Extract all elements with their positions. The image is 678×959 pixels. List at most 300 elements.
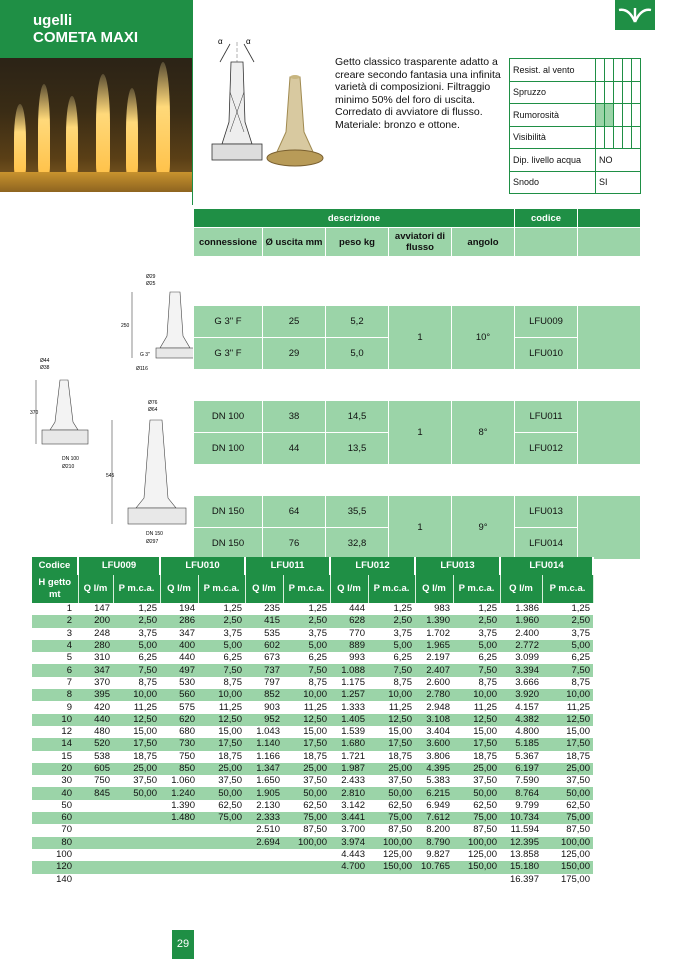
spec-code: LFU014 — [515, 528, 577, 559]
pressure-cell: 15,00 — [566, 726, 590, 738]
pressure-cell: 100,00 — [542, 837, 593, 849]
pressure-cell: 10,00 — [283, 689, 330, 701]
property-label: Spruzzo — [510, 81, 596, 104]
flow-cell: 420 — [94, 701, 110, 713]
description-text: Getto classico trasparente adatto a creare secondo fantasia una infinita varietà di composizioni. Filtraggio minimo 50% del foro di uscita. Corredato di avviatore di flusso. — [335, 56, 501, 119]
header-line1: ugelli — [33, 12, 73, 29]
pressure-cell: 5,00 — [368, 640, 415, 652]
flow-cell: 1.480 — [160, 812, 198, 824]
flow-cell: 7.612 — [415, 812, 453, 824]
flow-cell: 4.395 — [415, 763, 453, 775]
pressure-cell: 150,00 — [453, 861, 500, 873]
dim-d2-3: DN 100 — [62, 456, 79, 462]
flow-table — [32, 557, 594, 886]
pressure-cell: 37,50 — [473, 775, 497, 787]
table-row — [32, 837, 593, 849]
flow-cell: 1.043 — [256, 726, 280, 738]
spec-connection: DN 150 — [194, 496, 262, 527]
flow-cell: 530 — [179, 676, 195, 688]
pressure-cell: 7,50 — [542, 664, 593, 676]
flow-cell: 1.702 — [426, 627, 450, 639]
table-row — [32, 824, 593, 836]
section-header — [0, 0, 192, 58]
pressure-cell: 5,00 — [283, 640, 330, 652]
drawing-g3 — [132, 292, 193, 358]
col-q: Q l/m — [415, 575, 453, 603]
brand-logo — [615, 0, 655, 30]
property-value: SI — [596, 171, 641, 194]
pressure-cell: 2,50 — [113, 615, 160, 627]
pressure-cell — [113, 849, 160, 861]
flow-cell: 2.810 — [330, 787, 368, 799]
height-cell: 8 — [32, 689, 78, 701]
spec-connection: DN 150 — [194, 528, 262, 559]
height-cell: 9 — [66, 701, 72, 713]
spec-header-description: descrizione — [194, 209, 514, 227]
property-row — [510, 59, 641, 82]
pressure-cell: 7,50 — [368, 664, 415, 676]
pressure-cell: 87,50 — [473, 824, 497, 836]
flow-cell: 4.443 — [341, 849, 365, 861]
flow-cell — [78, 874, 113, 886]
pressure-cell: 17,50 — [198, 738, 245, 750]
flow-cell: 10.734 — [500, 812, 542, 824]
pressure-cell: 10,00 — [198, 689, 245, 701]
pressure-cell: 18,75 — [388, 750, 412, 762]
flow-cell: 6.197 — [500, 763, 542, 775]
flow-cell — [245, 874, 283, 886]
flow-cell: 286 — [160, 615, 198, 627]
flow-cell: 13.858 — [509, 849, 539, 861]
pressure-cell: 25,00 — [368, 763, 415, 775]
flow-cell: 4.700 — [330, 861, 368, 873]
flow-cell: 1.721 — [341, 750, 365, 762]
flow-cell: 347 — [179, 627, 195, 639]
properties-table — [509, 58, 641, 194]
table-row — [32, 726, 593, 738]
pressure-cell: 1,25 — [308, 603, 327, 615]
pressure-cell: 1,25 — [571, 603, 590, 615]
height-cell: 2 — [32, 615, 78, 627]
flow-cell — [78, 812, 113, 824]
flow-cell — [78, 824, 113, 836]
flow-cell: 680 — [179, 726, 195, 738]
rating-square-filled — [605, 104, 614, 127]
spec-connection: DN 100 — [194, 401, 262, 432]
flow-cell: 9.827 — [426, 849, 450, 861]
pressure-cell: 62,50 — [473, 799, 497, 811]
pressure-cell: 75,00 — [368, 812, 415, 824]
flow-cell: 1.140 — [245, 738, 283, 750]
spec-outlet: 44 — [263, 433, 325, 464]
pressure-cell: 2,50 — [198, 615, 245, 627]
flow-cell: 15.180 — [500, 861, 542, 873]
pressure-cell: 50,00 — [113, 787, 160, 799]
property-row — [510, 126, 641, 149]
spec-connection: DN 100 — [194, 433, 262, 464]
pressure-cell: 25,00 — [542, 763, 593, 775]
pressure-cell: 17,50 — [542, 738, 593, 750]
flow-cell: 560 — [160, 689, 198, 701]
property-label: Dip. livello acqua — [510, 149, 596, 172]
flow-cell: 797 — [264, 676, 280, 688]
height-cell: 7 — [66, 676, 72, 688]
flow-cell: 4.382 — [500, 714, 542, 726]
height-cell: 50 — [61, 799, 72, 811]
page-number: 29 — [172, 930, 194, 959]
flow-cell: 480 — [94, 726, 110, 738]
pressure-cell: 5,00 — [198, 640, 245, 652]
material-text: Materiale: bronzo e ottone. — [335, 118, 460, 131]
flow-cell: 2.407 — [415, 664, 453, 676]
flow-cell: 2.780 — [415, 689, 453, 701]
pressure-cell: 2,50 — [542, 615, 593, 627]
spec-header-code: codice — [515, 209, 577, 227]
flow-cell: 11.594 — [510, 824, 539, 836]
dim-d1-1: Ø25 — [146, 281, 156, 287]
flow-cell — [160, 861, 198, 873]
spec-weight: 32,8 — [326, 528, 388, 559]
property-label: Resist. al vento — [510, 59, 596, 82]
pressure-cell: 100,00 — [368, 837, 415, 849]
flow-cell: 2.694 — [245, 837, 283, 849]
spec-outlet: 76 — [263, 528, 325, 559]
flow-cell: 520 — [78, 738, 113, 750]
spec-code: LFU010 — [515, 338, 577, 369]
flow-cell: 538 — [94, 750, 110, 762]
pressure-cell: 62,50 — [566, 799, 590, 811]
pressure-cell: 125,00 — [467, 849, 497, 861]
pressure-cell — [113, 874, 160, 886]
dim-d1-3: G 3" — [140, 352, 150, 358]
pressure-cell: 1,25 — [478, 603, 497, 615]
spec-flow-starter: 1 — [389, 496, 451, 559]
flow-cell: 850 — [160, 763, 198, 775]
flow-cell — [245, 849, 283, 861]
flow-cell: 12.395 — [500, 837, 542, 849]
pressure-cell: 87,50 — [566, 824, 590, 836]
pressure-cell: 12,50 — [368, 714, 415, 726]
flow-cell — [78, 861, 113, 873]
spec-outlet: 25 — [263, 306, 325, 337]
flow-cell: 3.441 — [330, 812, 368, 824]
property-label: Visibilità — [510, 126, 596, 149]
col-weight: peso kg — [326, 228, 388, 256]
pressure-cell — [113, 812, 160, 824]
flow-cell: 1.060 — [171, 775, 195, 787]
height-cell: 4 — [32, 640, 78, 652]
flow-cell: 3.142 — [341, 799, 365, 811]
flow-cell: 628 — [330, 615, 368, 627]
flow-cell: 750 — [94, 775, 110, 787]
pressure-cell: 11,25 — [566, 701, 590, 713]
pressure-cell — [113, 824, 160, 836]
model-header: LFU012 — [330, 557, 415, 575]
pressure-cell: 11,25 — [473, 701, 497, 713]
col-p: P m.c.a. — [542, 575, 593, 603]
flow-cell: 1.960 — [500, 615, 542, 627]
pressure-cell: 6,25 — [138, 652, 157, 664]
flow-cell: 1.333 — [341, 701, 365, 713]
property-label: Snodo — [510, 171, 596, 194]
pressure-cell: 3,75 — [478, 627, 497, 639]
model-header: LFU009 — [78, 557, 160, 575]
table-row — [32, 628, 593, 640]
height-cell: 40 — [32, 787, 78, 799]
pressure-cell: 75,00 — [198, 812, 245, 824]
flow-cell: 2.197 — [426, 652, 450, 664]
flow-cell: 3.700 — [341, 824, 365, 836]
height-cell: 14 — [32, 738, 78, 750]
flow-cell: 1.650 — [256, 775, 280, 787]
alpha-label-right: α — [246, 37, 251, 46]
pressure-cell — [113, 837, 160, 849]
pressure-cell: 15,00 — [218, 726, 242, 738]
table-row — [32, 664, 593, 676]
pressure-cell — [283, 861, 330, 873]
flow-cell: 194 — [179, 603, 195, 615]
flow-cell: 983 — [434, 603, 450, 615]
pressure-cell: 12,50 — [113, 714, 160, 726]
pressure-cell — [453, 874, 500, 886]
pressure-cell: 3,75 — [393, 627, 412, 639]
pressure-cell — [368, 874, 415, 886]
col-q: Q l/m — [330, 575, 368, 603]
spec-weight: 14,5 — [326, 401, 388, 432]
pressure-cell: 75,00 — [453, 812, 500, 824]
flow-cell: 370 — [94, 676, 110, 688]
col-q: Q l/m — [78, 575, 113, 603]
table-row — [32, 751, 593, 763]
dim-d1-4: Ø116 — [136, 366, 148, 372]
pressure-cell: 87,50 — [303, 824, 327, 836]
pressure-cell: 25,00 — [453, 763, 500, 775]
flow-cell: 3.394 — [500, 664, 542, 676]
flow-cell: 1.987 — [330, 763, 368, 775]
pressure-cell: 10,00 — [453, 689, 500, 701]
pressure-cell: 6,25 — [393, 652, 412, 664]
nozzle-photo-render — [267, 75, 323, 166]
flow-cell: 3.099 — [515, 652, 539, 664]
flow-cell: 1.965 — [415, 640, 453, 652]
height-cell: 100 — [56, 849, 72, 861]
flow-cell: 3.806 — [426, 750, 450, 762]
property-label: Rumorosità — [510, 104, 596, 127]
pressure-cell: 17,50 — [113, 738, 160, 750]
flow-cell — [160, 849, 198, 861]
flow-cell: 147 — [94, 603, 110, 615]
pressure-cell: 2,50 — [283, 615, 330, 627]
flow-cell: 1.390 — [415, 615, 453, 627]
height-cell: 140 — [56, 873, 72, 885]
pressure-cell: 18,75 — [303, 750, 327, 762]
flow-cell: 2.510 — [256, 824, 280, 836]
flow-cell: 6.949 — [426, 799, 450, 811]
pressure-cell: 75,00 — [542, 812, 593, 824]
flow-cell: 440 — [179, 652, 195, 664]
height-cell: 20 — [32, 763, 78, 775]
drawing-dn100 — [36, 380, 88, 444]
dim-d1-0: Ø29 — [146, 274, 156, 280]
table-row — [32, 738, 593, 750]
flow-cell: 3.600 — [415, 738, 453, 750]
pressure-cell: 100,00 — [283, 837, 330, 849]
spec-weight: 35,5 — [326, 496, 388, 527]
table-row — [32, 812, 593, 824]
pressure-cell: 125,00 — [560, 849, 590, 861]
height-cell: 120 — [32, 861, 78, 873]
dim-d2-0: Ø44 — [40, 358, 50, 364]
flow-cell: 1.166 — [256, 750, 280, 762]
pressure-cell: 50,00 — [198, 787, 245, 799]
flow-cell: 395 — [78, 689, 113, 701]
flow-cell: 310 — [94, 652, 110, 664]
pressure-cell: 15,00 — [133, 726, 157, 738]
pressure-cell — [198, 874, 245, 886]
col-flow-starter: avviatori di flusso — [389, 228, 451, 256]
pressure-cell: 37,50 — [218, 775, 242, 787]
flow-cell: 602 — [245, 640, 283, 652]
spec-code: LFU012 — [515, 433, 577, 464]
flow-cell: 605 — [78, 763, 113, 775]
flow-cell: 2.600 — [426, 676, 450, 688]
pressure-cell: 7,50 — [283, 664, 330, 676]
flow-cell: 1.390 — [171, 799, 195, 811]
pressure-cell: 7,50 — [113, 664, 160, 676]
pressure-cell: 2,50 — [453, 615, 500, 627]
pressure-cell: 10,00 — [113, 689, 160, 701]
flow-cell: 1.257 — [330, 689, 368, 701]
pressure-cell: 150,00 — [368, 861, 415, 873]
pressure-cell: 10,00 — [542, 689, 593, 701]
table-row — [32, 603, 593, 615]
pressure-cell: 8,75 — [308, 676, 327, 688]
header-line2: COMETA MAXI — [33, 29, 138, 46]
flow-cell: 750 — [179, 750, 195, 762]
pressure-cell: 18,75 — [133, 750, 157, 762]
pressure-cell: 6,25 — [308, 652, 327, 664]
flow-cell: 280 — [78, 640, 113, 652]
pressure-cell: 37,50 — [388, 775, 412, 787]
dim-d2-2: 370 — [30, 410, 39, 416]
col-q: Q l/m — [160, 575, 198, 603]
height-cell: 15 — [61, 750, 72, 762]
flow-cell — [415, 874, 453, 886]
flow-cell: 730 — [160, 738, 198, 750]
spec-outlet: 64 — [263, 496, 325, 527]
spec-connection: G 3" F — [194, 306, 262, 337]
flow-cell: 6.215 — [415, 787, 453, 799]
flow-cell: 4.157 — [515, 701, 539, 713]
flow-cell: 444 — [349, 603, 365, 615]
col-p: P m.c.a. — [368, 575, 415, 603]
pressure-cell: 11,25 — [303, 701, 327, 713]
col-p: P m.c.a. — [453, 575, 500, 603]
flow-cell: 2.772 — [500, 640, 542, 652]
pressure-cell: 18,75 — [473, 750, 497, 762]
spec-weight: 13,5 — [326, 433, 388, 464]
height-cell: 70 — [61, 824, 72, 836]
flow-cell: 673 — [264, 652, 280, 664]
pressure-cell: 6,25 — [478, 652, 497, 664]
property-value: NO — [596, 149, 641, 172]
pressure-cell: 50,00 — [453, 787, 500, 799]
pressure-cell: 7,50 — [453, 664, 500, 676]
pressure-cell: 15,00 — [473, 726, 497, 738]
flow-cell: 440 — [78, 714, 113, 726]
pressure-cell: 37,50 — [566, 775, 590, 787]
pressure-cell: 12,50 — [198, 714, 245, 726]
flow-cell: 3.108 — [415, 714, 453, 726]
pressure-cell: 18,75 — [218, 750, 242, 762]
flow-cell: 845 — [78, 787, 113, 799]
flow-cell: 5.367 — [515, 750, 539, 762]
height-cell: 6 — [32, 664, 78, 676]
flow-cell: 8.200 — [426, 824, 450, 836]
pressure-cell: 8,75 — [138, 676, 157, 688]
flow-cell: 770 — [349, 627, 365, 639]
flow-cell: 1.680 — [330, 738, 368, 750]
table-row — [32, 689, 593, 701]
flow-cell: 248 — [94, 627, 110, 639]
pressure-cell: 25,00 — [113, 763, 160, 775]
spec-angle: 9° — [452, 496, 514, 559]
table-row — [32, 800, 593, 812]
table-row — [32, 763, 593, 775]
flow-cell: 1.405 — [330, 714, 368, 726]
nozzle-section-drawing — [212, 37, 262, 160]
flow-cell — [245, 861, 283, 873]
pressure-cell: 75,00 — [283, 812, 330, 824]
flow-cell: 1.240 — [160, 787, 198, 799]
flow-cell: 347 — [78, 664, 113, 676]
flow-cell: 5.383 — [426, 775, 450, 787]
col-hgetto: H getto mt — [32, 575, 78, 603]
flow-cell — [160, 824, 198, 836]
table-row — [32, 861, 593, 873]
spec-outlet: 38 — [263, 401, 325, 432]
pressure-cell: 8,75 — [478, 676, 497, 688]
spec-flow-starter: 1 — [389, 306, 451, 369]
flow-cell: 575 — [179, 701, 195, 713]
flow-cell — [78, 800, 113, 812]
divider-line — [192, 0, 193, 205]
spec-angle: 10° — [452, 306, 514, 369]
pressure-cell — [283, 874, 330, 886]
pressure-cell: 17,50 — [283, 738, 330, 750]
dim-d3-1: Ø64 — [148, 407, 158, 413]
product-description — [335, 56, 505, 132]
spec-weight: 5,0 — [326, 338, 388, 369]
flow-cell: 8.790 — [415, 837, 453, 849]
flow-cell: 3.974 — [330, 837, 368, 849]
pressure-cell: 125,00 — [382, 849, 412, 861]
spec-flow-starter: 1 — [389, 401, 451, 464]
fountain-photo — [0, 58, 192, 192]
flow-cell: 415 — [245, 615, 283, 627]
pressure-cell: 17,50 — [453, 738, 500, 750]
pressure-cell: 10,00 — [368, 689, 415, 701]
pressure-cell: 8,75 — [393, 676, 412, 688]
flow-cell: 10.765 — [415, 861, 453, 873]
flow-cell: 7.590 — [515, 775, 539, 787]
flow-cell: 1.386 — [515, 603, 539, 615]
flow-cell — [330, 874, 368, 886]
pressure-cell: 17,50 — [368, 738, 415, 750]
table-row — [32, 615, 593, 627]
flow-cell: 3.666 — [515, 676, 539, 688]
table-row — [32, 640, 593, 652]
